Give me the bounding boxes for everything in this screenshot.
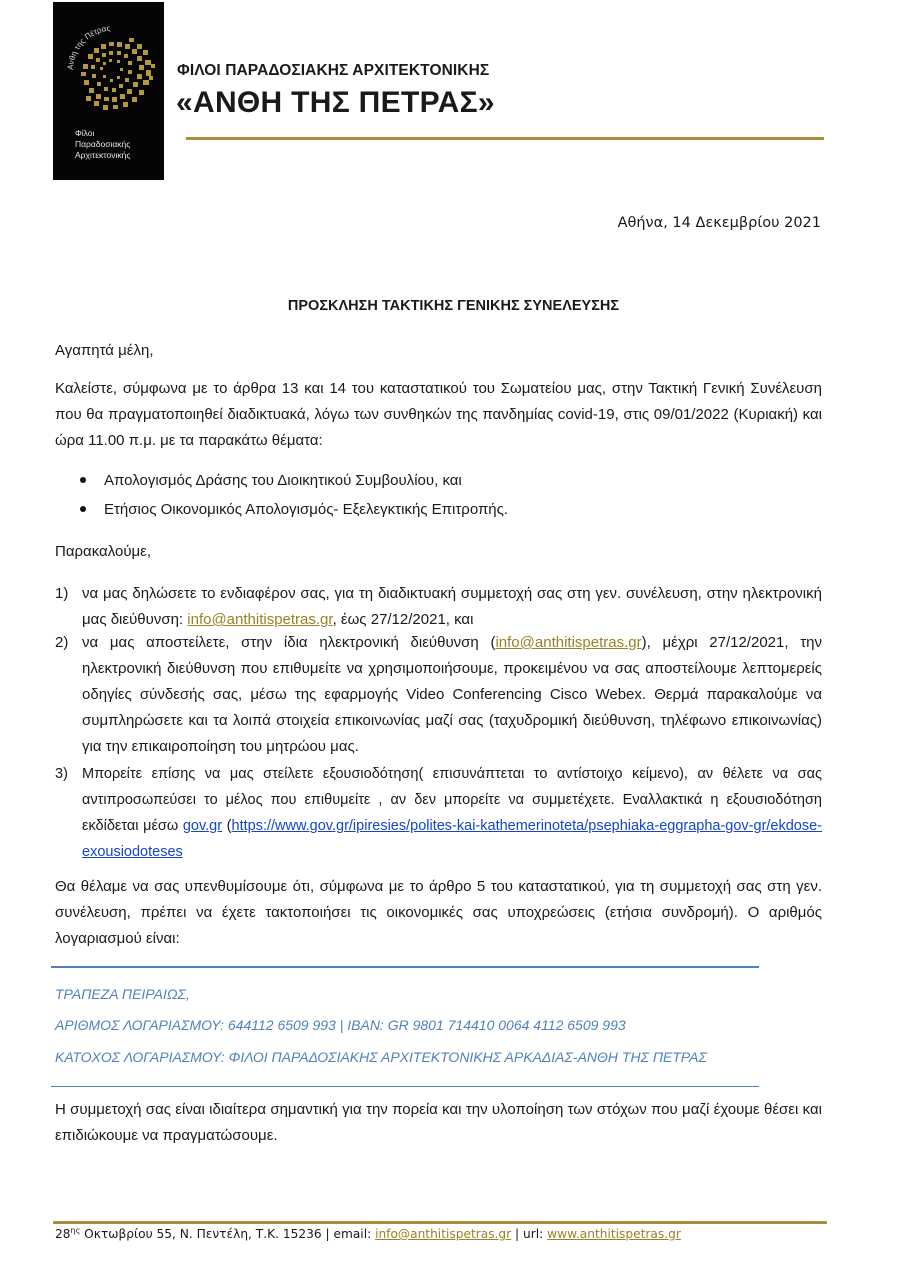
request-item-1 xyxy=(55,581,822,633)
item-text: ( xyxy=(222,818,232,834)
bank-box-top-rule xyxy=(51,966,759,968)
date-line: Αθήνα, 14 Δεκεμβρίου 2021 xyxy=(617,215,821,231)
organization-name: «ΑΝΘΗ ΤΗΣ ΠΕΤΡΑΣ» xyxy=(176,86,495,119)
item-text: Μπορείτε επίσης να μας στείλετε εξουσιοδότηση( επισυνάπτεται το αντίστοιχο κείμενο), αν θέλετε να σας αντιπροσωπεύσει το μέλος που επιθυμείτε , αν δεν μπορείτε να συμμετέχετε. Εναλλακτικά η εξουσιοδότηση εκδίδεται μέσω xyxy=(82,766,822,834)
item-number: 1) xyxy=(55,585,69,602)
closing-paragraph xyxy=(55,1097,822,1149)
bullet-icon xyxy=(80,506,86,512)
footer-divider xyxy=(53,1221,827,1224)
item-text: να μας αποστείλετε, στην ίδια ηλεκτρονική διεύθυνση ( xyxy=(82,634,496,651)
organization-subtitle: ΦΙΛΟΙ ΠΑΡΑΔΟΣΙΑΚΗΣ ΑΡΧΙΤΕΚΤΟΝΙΚΗΣ xyxy=(177,62,490,79)
footer-sup: ης xyxy=(70,1226,81,1235)
govgr-link[interactable]: gov.gr xyxy=(182,818,223,834)
request-item-2 xyxy=(55,630,822,760)
footer-email-link[interactable]: info@anthitispetras.gr xyxy=(375,1227,512,1242)
reminder-text: Θα θέλαμε να σας υπενθυμίσουμε ότι, σύμφωνα με το άρθρο 5 του καταστατικού, για τη συμμετοχή σας στη γεν. συνέλευση, πρέπει να έχετε τακτοποιήσει τις οικονομικές σας υποχρεώσεις (ετήσια συνδρομή). Ο αριθμός λογαριασμού είναι: xyxy=(55,878,822,947)
item-text: ), μέχρι 27/12/2021, την ηλεκτρονική διεύθυνση που επιθυμείτε να χρησιμοποιήσουμε, προκειμένου να σας αποστείλουμε λεπτομερείς οδηγίες σύνδεσής σας, μέσω της εφαρμογής Video Conferencing Cisco Webex. Θερμά παρακαλούμε να συμπληρώσετε και τα λοιπά στοιχεία επικοινωνίας μαζί σας (ταχυδρομική διεύθυνση, τηλέφωνο επικοινωνίας) για την επικαιροποίηση του μητρώου μας. xyxy=(82,634,822,755)
item-text: , έως 27/12/2021, και xyxy=(332,611,474,628)
document-title: ΠΡΟΣΚΛΗΣΗ ΤΑΚΤΙΚΗΣ ΓΕΝΙΚΗΣ ΣΥΝΕΛΕΥΣΗΣ xyxy=(287,298,620,314)
logo-line: Παραδοσιακής xyxy=(75,139,131,149)
intro-text: Καλείστε, σύμφωνα με το άρθρα 13 και 14 του καταστατικού του Σωματείου μας, στην Τακτική Γενική Συνέλευση που θα πραγματοποιηθεί διαδικτυακά, λόγω των συνθηκών της πανδημίας covid-19, στις 09/01/2022 (Κυριακή) και ώρα 11.00 π.μ. με τα παρακάτω θέματα: xyxy=(55,380,822,449)
footer-text: Οκτωβρίου 55, Ν. Πεντέλη, Τ.Κ. 15236 | email: xyxy=(80,1227,376,1242)
footer-text: | url: xyxy=(511,1227,548,1242)
bank-account: ΑΡΙΘΜΟΣ ΛΟΓΑΡΙΑΣΜΟΥ: 644112 6509 993 | IBAN: GR 9801 714410 0064 4112 6509 993 xyxy=(55,1017,626,1033)
request-intro: Παρακαλούμε, xyxy=(55,543,152,560)
email-link[interactable]: info@anthitispetras.gr xyxy=(187,611,333,628)
closing-text: Η συμμετοχή σας είναι ιδιαίτερα σημαντική για την πορεία και την υλοποίηση των στόχων που μαζί έχουμε θέσει και επιδιώκουμε να πραγματώσουμε. xyxy=(55,1101,822,1144)
logo-arc-text: Ανθη της Πέτρας xyxy=(65,23,111,71)
logo-caption xyxy=(75,128,130,161)
bank-name: ΤΡΑΠΕΖΑ ΠΕΙΡΑΙΩΣ, xyxy=(55,986,190,1002)
item-text: να μας δηλώσετε το ενδιαφέρον σας, για τη διαδικτυακή συμμετοχή σας στη γεν. συνέλευση, στην ηλεκτρονική μας διεύθυνση: xyxy=(82,585,822,628)
bank-account-holder: ΚΑΤΟΧΟΣ ΛΟΓΑΡΙΑΣΜΟΥ: ΦΙΛΟΙ ΠΑΡΑΔΟΣΙΑΚΗΣ ΑΡΧΙΤΕΚΤΟΝΙΚΗΣ ΑΡΚΑΔΙΑΣ-ΑΝΘΗ ΤΗΣ ΠΕΤΡΑΣ xyxy=(55,1049,707,1065)
footer xyxy=(55,1226,681,1241)
intro-paragraph xyxy=(55,376,822,454)
topic-list-item xyxy=(80,468,462,494)
email-link[interactable]: info@anthitispetras.gr xyxy=(495,634,642,651)
stone-flower-emblem-icon xyxy=(53,2,164,132)
bank-box-bottom-rule xyxy=(51,1086,759,1087)
request-item-3 xyxy=(55,761,822,865)
logo-line: Αρχιτεκτονικής xyxy=(75,150,131,160)
topic-text: Απολογισμός Δράσης του Διοικητικού Συμβουλίου, και xyxy=(104,472,462,489)
item-number: 2) xyxy=(55,634,69,651)
footer-text: 28 xyxy=(55,1227,71,1242)
bullet-icon xyxy=(80,477,86,483)
logo-line: Φίλοι xyxy=(75,128,95,138)
authorization-url-link[interactable]: https://www.gov.gr/ipiresies/polites-kai-kathemerinoteta/psephiaka-eggrapha-gov-gr/ekdose-exousiodoteses xyxy=(82,818,823,860)
footer-url-link[interactable]: www.anthitispetras.gr xyxy=(547,1227,681,1242)
topic-list-item xyxy=(80,497,508,523)
reminder-paragraph xyxy=(55,874,822,952)
item-number: 3) xyxy=(55,766,68,782)
salutation: Αγαπητά μέλη, xyxy=(55,342,154,359)
header-divider xyxy=(186,137,824,140)
topic-text: Ετήσιος Οικονομικός Απολογισμός- Εξελεγκτικής Επιτροπής. xyxy=(104,501,509,518)
organization-logo xyxy=(53,2,164,180)
